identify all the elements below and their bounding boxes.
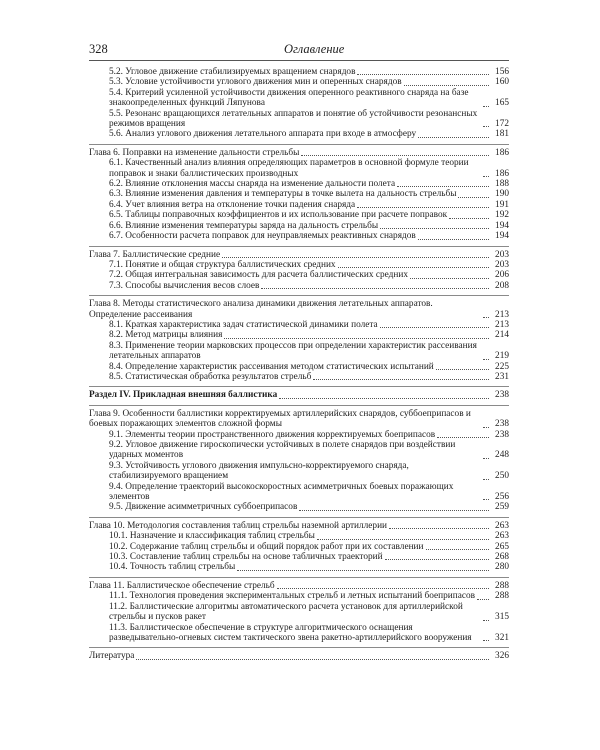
toc-page-number: 213 — [495, 319, 509, 330]
toc-subentry[interactable] — [89, 179, 509, 189]
toc-entry-title: 10.1. Назначение и классификация таблиц стрельбы — [109, 531, 315, 542]
dot-leader — [418, 239, 489, 240]
toc-entry-title: 7.2. Общая интегральная зависимость для расчета баллистических средних — [109, 270, 408, 281]
toc-entry-title: 7.1. Понятие и общая структура баллистических средних — [109, 259, 336, 270]
toc-page-number: 288 — [495, 591, 509, 602]
toc-subentry[interactable] — [89, 341, 509, 362]
toc-chapter-entry[interactable] — [89, 409, 509, 430]
toc-subentry[interactable] — [89, 430, 509, 440]
toc-page-number: 188 — [495, 179, 509, 190]
dot-leader — [380, 327, 489, 328]
toc-entry-title: Глава 7. Баллистические средние — [89, 249, 221, 260]
dot-leader — [458, 197, 489, 198]
running-title: Оглавление — [284, 42, 345, 56]
toc-subentry[interactable] — [89, 270, 509, 280]
toc-page-number: 256 — [495, 492, 509, 503]
toc-page-number: 194 — [495, 220, 509, 231]
section-divider — [89, 246, 509, 247]
dot-leader — [237, 570, 489, 571]
dot-leader — [317, 539, 489, 540]
page-number: 328 — [89, 42, 108, 56]
toc-subentry[interactable] — [89, 372, 509, 382]
toc-subentry[interactable] — [89, 77, 509, 87]
toc-entry-title: Глава 8. Методы статистического анализа динамики движения летательных аппаратов. Определение рассеивания — [89, 299, 433, 320]
toc-subentry[interactable] — [89, 189, 509, 199]
toc-entry-title: Глава 9. Особенности баллистики корректируемых артиллерийских снарядов, суббоеприпасов и боевых поражающих элементов сложной формы — [89, 408, 471, 430]
toc-subentry[interactable] — [89, 109, 509, 130]
section-divider — [89, 295, 509, 296]
toc-chapter-entry[interactable] — [89, 581, 509, 591]
toc-subentry[interactable] — [89, 440, 509, 461]
dot-leader — [279, 398, 489, 399]
toc-entry-title: 6.6. Влияние изменения температуры заряда на дальность стрельбы — [109, 220, 379, 231]
dot-leader — [483, 106, 489, 107]
dot-leader — [483, 620, 489, 621]
toc-page-number: 263 — [495, 520, 509, 531]
toc-entry-title: 6.5. Таблицы поправочных коэффициентов и их использование при расчете поправок — [109, 210, 448, 221]
toc-entry-title: 9.2. Угловое движение гироскопически устойчивых в полете снарядов при воздействии ударных моментов — [109, 440, 456, 461]
dot-leader — [222, 257, 489, 258]
dot-leader — [338, 267, 489, 268]
toc-entry-title: 5.2. Угловое движение стабилизируемых вращением снарядов — [109, 67, 356, 77]
toc-page-number: 214 — [495, 330, 509, 341]
dot-leader — [224, 338, 489, 339]
toc-page-number: 326 — [495, 651, 509, 662]
toc-page-number: 280 — [495, 562, 509, 573]
toc-entry-title: 9.3. Устойчивость углового движения импульсно-корректируемого снаряда, стабилизируемого вращением — [109, 460, 409, 482]
toc-page-number: 265 — [495, 541, 509, 552]
toc-entry-title: 10.3. Составление таблиц стрельбы на основе табличных траекторий — [109, 552, 383, 563]
dot-leader — [397, 186, 489, 187]
toc-entry-title: 5.4. Критерий усиленной устойчивости движения оперенного реактивного снаряда на базе знакоопределенных функций Ляпунова — [109, 87, 469, 109]
toc-page-number: 181 — [495, 129, 509, 140]
toc-page-number: 219 — [495, 351, 509, 362]
toc-entry-title: 9.1. Элементы теории пространственного движения корректируемых боеприпасов — [109, 429, 436, 440]
dot-leader — [483, 359, 489, 360]
toc-subentry[interactable] — [89, 129, 509, 139]
toc-page-number: 165 — [495, 98, 509, 109]
dot-leader — [313, 379, 489, 380]
toc-entry-title: Литература — [89, 651, 135, 662]
toc-page-number: 191 — [495, 199, 509, 210]
dot-leader — [357, 74, 489, 75]
toc-subentry[interactable] — [89, 602, 509, 623]
toc-entry-title: Глава 6. Поправки на изменение дальности стрельбы — [89, 147, 300, 158]
toc-entry-title: 10.4. Точность таблиц стрельбы — [109, 562, 236, 573]
toc-page-number: 231 — [495, 371, 509, 382]
section-divider — [89, 144, 509, 145]
toc-page-number: 160 — [495, 77, 509, 88]
dot-leader — [483, 458, 489, 459]
toc-page-number: 238 — [495, 419, 509, 430]
toc-subentry[interactable] — [89, 330, 509, 340]
toc-entry-title: 6.4. Учет влияния ветра на отклонение точки падения снаряда — [109, 199, 356, 210]
toc-subentry[interactable] — [89, 210, 509, 220]
toc-entry-title: 10.2. Содержание таблиц стрельбы и общий порядок работ при их составлении — [109, 541, 424, 552]
dot-leader — [404, 85, 489, 86]
toc-subentry[interactable] — [89, 502, 509, 512]
toc-entry-title: 6.7. Особенности расчета поправок для неуправляемых реактивных снарядов — [109, 231, 416, 242]
section-divider — [89, 577, 509, 578]
toc-subentry[interactable] — [89, 461, 509, 482]
section-divider — [89, 647, 509, 648]
toc-subentry[interactable] — [89, 591, 509, 601]
toc-chapter-entry[interactable] — [89, 651, 509, 661]
dot-leader — [380, 228, 489, 229]
toc-entry-title: Раздел IV. Прикладная внешняя баллистика — [89, 390, 278, 401]
toc-entry-title: 8.1. Краткая характеристика задач статистической динамики полета — [109, 319, 378, 330]
dot-leader — [483, 317, 489, 318]
toc-page-number: 268 — [495, 552, 509, 563]
toc-page-number: 194 — [495, 231, 509, 242]
dot-leader — [136, 659, 489, 660]
toc-entry-title: 5.6. Анализ углового движения летательного аппарата при входе в атмосферу — [109, 129, 417, 140]
toc-entry-title: 7.3. Способы вычисления весов слоев — [109, 280, 260, 291]
toc-page-number: 288 — [495, 580, 509, 591]
toc-part-heading[interactable] — [89, 390, 509, 400]
toc-page-number: 186 — [495, 168, 509, 179]
dot-leader — [477, 599, 489, 600]
dot-leader — [483, 499, 489, 500]
toc-chapter-entry[interactable] — [89, 299, 509, 320]
dot-leader — [299, 510, 489, 511]
toc-subentry[interactable] — [89, 260, 509, 270]
toc-page-number: 208 — [495, 280, 509, 291]
toc-page-number: 248 — [495, 450, 509, 461]
dot-leader — [483, 176, 489, 177]
page-header — [89, 42, 509, 58]
toc-entry-title: 11.2. Баллистические алгоритмы автоматического расчета установок для артиллерийской стрельбы и пусков ракет — [109, 601, 463, 623]
toc-entry-title: 5.5. Резонанс вращающихся летательных аппаратов и понятие об устойчивости резонансных режимов вращения — [109, 108, 478, 130]
section-divider — [89, 405, 509, 406]
toc-entry-title: Глава 10. Методология составления таблиц стрельбы наземной артиллерии — [89, 520, 388, 531]
dot-leader — [261, 288, 489, 289]
toc-entry-title: 8.5. Статистическая обработка результатов стрельб — [109, 371, 312, 382]
toc-entry-title: 11.3. Баллистическое обеспечение в структуре алгоритмического оснащения разведывательно-огневых систем тактического звена ракетно-артиллерийского вооружения — [109, 622, 472, 643]
table-of-contents — [89, 67, 509, 662]
toc-page-number: 192 — [495, 210, 509, 221]
toc-page-number: 186 — [495, 147, 509, 158]
toc-entry-title: 8.4. Определение характеристик рассеивания методом статистических испытаний — [109, 361, 434, 372]
dot-leader — [277, 588, 489, 589]
dot-leader — [301, 155, 489, 156]
toc-chapter-entry[interactable] — [89, 521, 509, 531]
toc-entry-title: 6.1. Качественный анализ влияния определяющих параметров в основной формуле теории поправок и знаки баллистических производных — [109, 158, 469, 179]
toc-subentry[interactable] — [89, 542, 509, 552]
toc-subentry[interactable] — [89, 231, 509, 241]
toc-entry-title: 5.3. Условие устойчивости углового движения мин и оперенных снарядов — [109, 77, 402, 88]
toc-page-number: 203 — [495, 259, 509, 270]
section-divider — [89, 386, 509, 387]
toc-subentry[interactable] — [89, 623, 509, 644]
dot-leader — [483, 640, 489, 641]
toc-page-number: 190 — [495, 189, 509, 200]
toc-subentry[interactable] — [89, 158, 509, 179]
toc-chapter-entry[interactable] — [89, 250, 509, 260]
toc-subentry[interactable] — [89, 67, 509, 77]
dot-leader — [449, 218, 489, 219]
dot-leader — [389, 528, 489, 529]
toc-page-number: 321 — [495, 632, 509, 643]
toc-page-number: 250 — [495, 471, 509, 482]
toc-entry-title: 8.3. Применение теории марковских процессов при определении характеристик рассеивания летательных аппаратов — [109, 340, 477, 362]
toc-page-number: 315 — [495, 612, 509, 623]
toc-page-number: 203 — [495, 249, 509, 260]
dot-leader — [410, 278, 489, 279]
section-divider — [89, 517, 509, 518]
toc-subentry[interactable] — [89, 482, 509, 503]
dot-leader — [357, 207, 489, 208]
toc-entry-title: 9.4. Определение траекторий высокоскоростных асимметричных боевых поражающих элементов — [109, 481, 454, 503]
toc-page-number: 172 — [495, 119, 509, 130]
toc-entry-title: 11.1. Технология проведения экспериментальных стрельб и летных испытаний боеприпасов — [109, 591, 476, 602]
dot-leader — [483, 427, 489, 428]
toc-entry-title: 6.2. Влияние отклонения массы снаряда на изменение дальности полета — [109, 179, 396, 190]
toc-subentry[interactable] — [89, 200, 509, 210]
dot-leader — [436, 369, 489, 370]
toc-page-number: 263 — [495, 531, 509, 542]
toc-subentry[interactable] — [89, 88, 509, 109]
toc-page-number: 259 — [495, 502, 509, 513]
toc-subentry[interactable] — [89, 362, 509, 372]
toc-subentry[interactable] — [89, 221, 509, 231]
toc-entry-title: 6.3. Влияние изменения давления и температуры в точке вылета на дальность стрельбы — [109, 189, 457, 200]
toc-entry-title: 9.5. Движение асимметричных суббоеприпасов — [109, 502, 298, 513]
toc-page-number: 213 — [495, 309, 509, 320]
dot-leader — [483, 479, 489, 480]
dot-leader — [483, 126, 489, 127]
dot-leader — [385, 559, 489, 560]
toc-subentry[interactable] — [89, 562, 509, 572]
toc-entry-title: 8.2. Метод матрицы влияния — [109, 330, 223, 341]
toc-page-number: 238 — [495, 390, 509, 401]
toc-chapter-entry[interactable] — [89, 148, 509, 158]
toc-subentry[interactable] — [89, 552, 509, 562]
dot-leader — [437, 437, 489, 438]
toc-page-number: 238 — [495, 429, 509, 440]
dot-leader — [418, 137, 489, 138]
toc-subentry[interactable] — [89, 320, 509, 330]
toc-subentry[interactable] — [89, 531, 509, 541]
toc-page-number: 206 — [495, 270, 509, 281]
dot-leader — [426, 549, 490, 550]
toc-subentry[interactable] — [89, 281, 509, 291]
toc-page-number: 225 — [495, 361, 509, 372]
toc-entry-title: Глава 11. Баллистическое обеспечение стрельб — [89, 580, 275, 591]
header-rule — [89, 60, 509, 61]
toc-page-number: 156 — [495, 67, 509, 77]
